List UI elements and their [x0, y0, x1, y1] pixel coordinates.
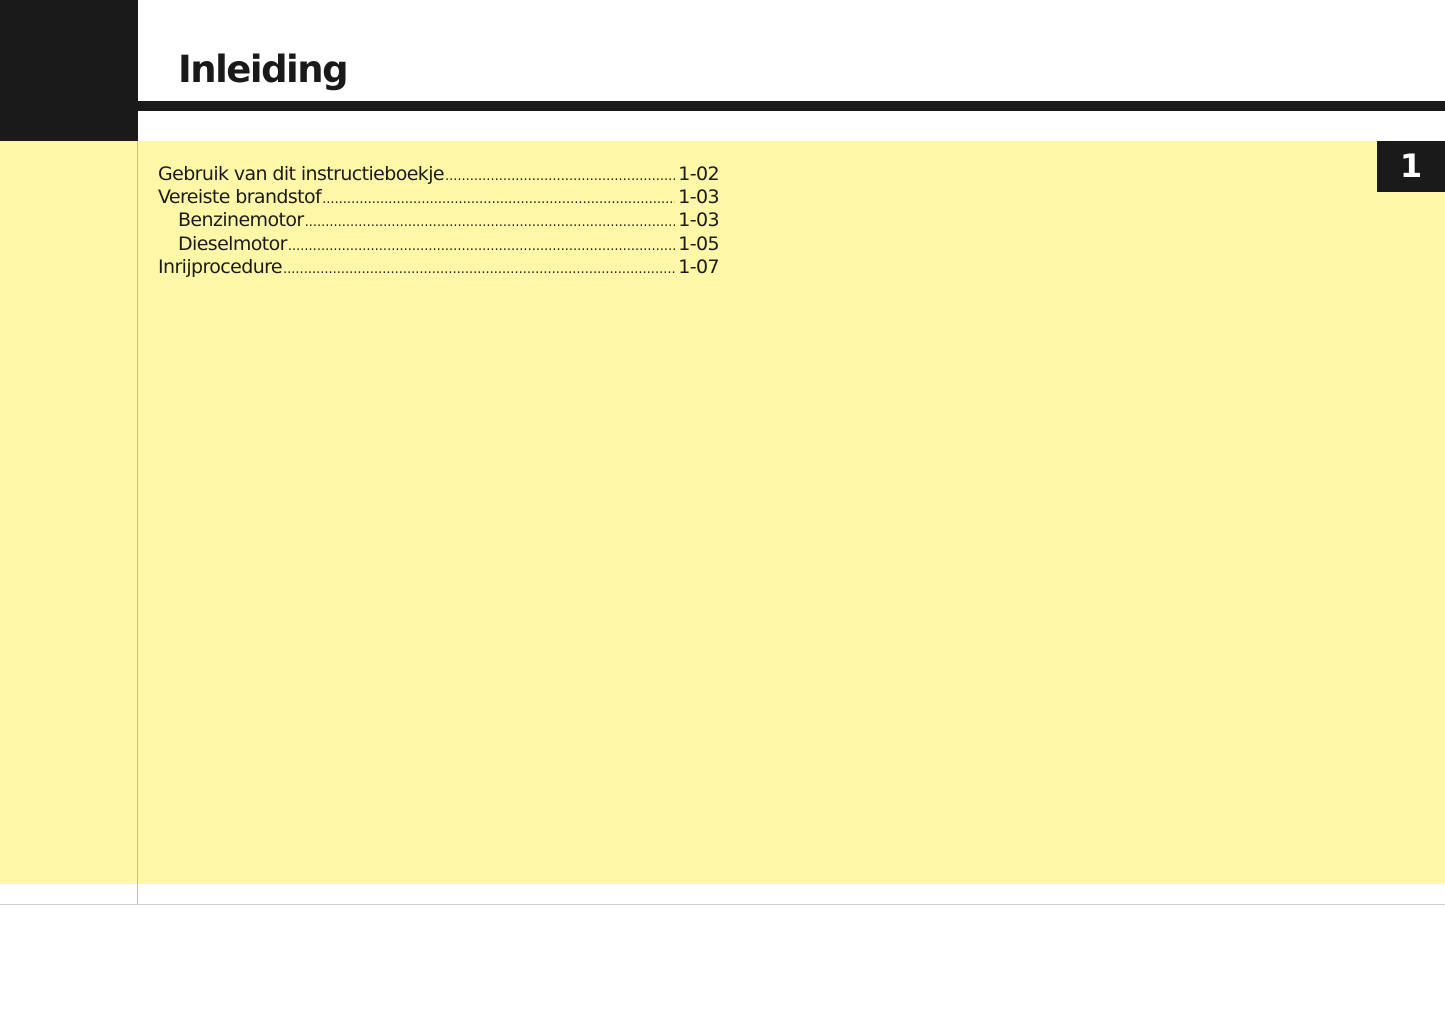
table-of-contents: [158, 163, 719, 279]
toc-dot-leader: [445, 165, 675, 188]
toc-dot-leader: [288, 235, 675, 258]
toc-dot-leader: [283, 258, 675, 281]
toc-entry-vereiste-brandstof[interactable]: [158, 186, 719, 209]
toc-entry-benzinemotor[interactable]: [158, 209, 719, 232]
toc-entry-inrijprocedure[interactable]: [158, 256, 719, 279]
toc-entry-label: Benzinemotor: [178, 209, 304, 232]
page-title: Inleiding: [178, 48, 348, 91]
chapter-tab[interactable]: 1: [1377, 141, 1445, 192]
corner-block: [0, 0, 138, 141]
toc-entry-label: Vereiste brandstof: [158, 186, 322, 209]
toc-entry-page: 1-03: [678, 209, 719, 232]
toc-entry-page: 1-02: [678, 163, 719, 185]
toc-dot-leader: [322, 188, 675, 211]
toc-entry-page: 1-05: [678, 232, 719, 255]
toc-entry-page: 1-03: [678, 186, 719, 209]
footer-rule: [0, 904, 1445, 905]
toc-entry-dieselmotor[interactable]: [158, 233, 719, 256]
toc-dot-leader: [305, 211, 676, 234]
toc-entry-gebruik[interactable]: [158, 163, 719, 186]
toc-entry-label: Inrijprocedure: [158, 255, 283, 278]
toc-entry-label: Gebruik van dit instructieboekje: [158, 163, 444, 185]
toc-entry-label: Dieselmotor: [178, 232, 287, 255]
toc-entry-page: 1-07: [678, 255, 719, 278]
margin-rule: [137, 141, 138, 905]
header-rule: [138, 101, 1445, 111]
